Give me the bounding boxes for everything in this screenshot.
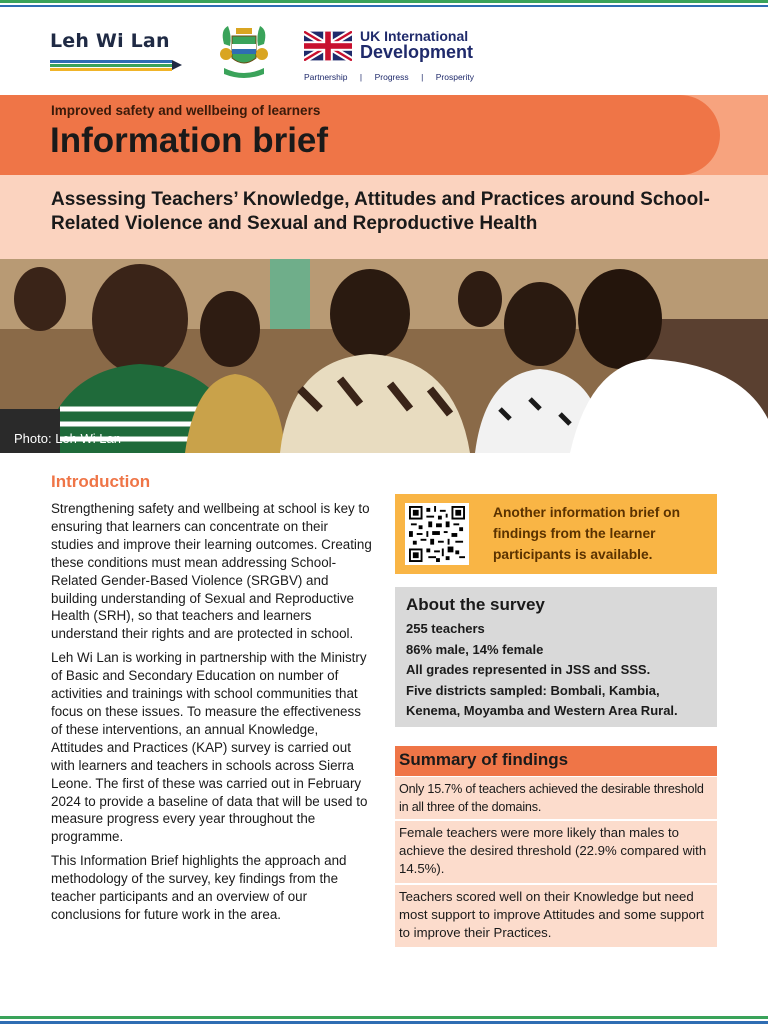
intro-paragraph: This Information Brief highlights the approach and methodology of the survey, key findings from the teacher participants and an overview of our conclusions for future work in the area.: [51, 853, 347, 922]
introduction-body: [51, 500, 373, 930]
page-title: Information brief: [50, 121, 329, 160]
uk-international-development-logo: [304, 28, 484, 84]
subtitle-band: [0, 175, 768, 259]
photo-illustration: [0, 259, 768, 453]
sierra-leone-crest-icon: [218, 24, 270, 80]
survey-item: 86% male, 14% female: [406, 641, 544, 657]
learner-brief-text: Another information brief on findings from the learner participants is available.: [493, 505, 681, 562]
finding-item: Only 15.7% of teachers achieved the desirable threshold in all three of the domains.: [395, 777, 717, 819]
survey-item: 255 teachers: [406, 621, 485, 636]
survey-heading: About the survey: [406, 595, 545, 614]
header: [0, 8, 768, 92]
pencil-icon: [50, 60, 182, 71]
leh-wi-lan-logo: [50, 30, 170, 52]
summary-heading: Summary of findings: [395, 746, 717, 776]
top-green-stripe: [0, 0, 768, 3]
about-survey-box: [395, 587, 717, 727]
title-banner: [0, 95, 768, 175]
survey-item: Five districts sampled: Bombali, Kambia, Kenema, Moyamba and Western Area Rural.: [406, 682, 678, 718]
page-subtitle: Assessing Teachers’ Knowledge, Attitudes and Practices around School-Related Violence and Sexual and Reproductive Health: [51, 189, 710, 234]
finding-item: Teachers scored well on their Knowledge but need most support to improve Attitudes and some support to improve their Practices.: [395, 885, 717, 947]
learner-brief-callout: [395, 494, 717, 574]
banner-kicker: Improved safety and wellbeing of learners: [51, 103, 321, 118]
introduction-heading: Introduction: [51, 472, 151, 491]
teachers-photo: [0, 259, 768, 453]
brand-name: Leh Wi Lan: [50, 30, 170, 52]
qr-pattern: [408, 506, 466, 562]
intro-paragraph: Leh Wi Lan is working in partnership with the Ministry of Basic and Secondary Education on number of activities and trainings with school communities that focus on these issues. To measure the effectiveness of these interventions, an annual Knowledge, Attitudes and Practices (KAP) survey is carried out with learners and teachers in schools across Sierra Leone. The first of these was carried out in February 2024 to provide a baseline of data that will be used to measure progress every year throughout the programme.: [51, 650, 368, 845]
survey-item: All grades represented in JSS and SSS.: [406, 662, 651, 677]
union-jack-icon: [304, 31, 352, 61]
uk-tagline: Partnership | Progress | Prosperity: [304, 72, 474, 82]
top-blue-stripe: [0, 5, 768, 7]
intro-paragraph: Strengthening safety and wellbeing at school is key to ensuring that learners can concentrate on their studies and improve their learning outcomes. Creating these conditions must mean addressing School-Related Gender-Based Violence (SRGBV) and building understanding of Sexual and Reproductive Health (SRH), so that teachers and learners understand their rights and are protected in school.: [51, 501, 372, 642]
uk-line-2: Development: [360, 42, 474, 62]
photo-credit: Photo: Leh Wi Lan: [14, 431, 121, 446]
finding-item: Female teachers were more likely than males to achieve the desired threshold (22.9% compared with 14.5%).: [395, 821, 717, 883]
bottom-green-stripe: [0, 1016, 768, 1019]
uk-line-1: UK International: [360, 28, 469, 44]
qr-code-icon[interactable]: [405, 503, 469, 565]
